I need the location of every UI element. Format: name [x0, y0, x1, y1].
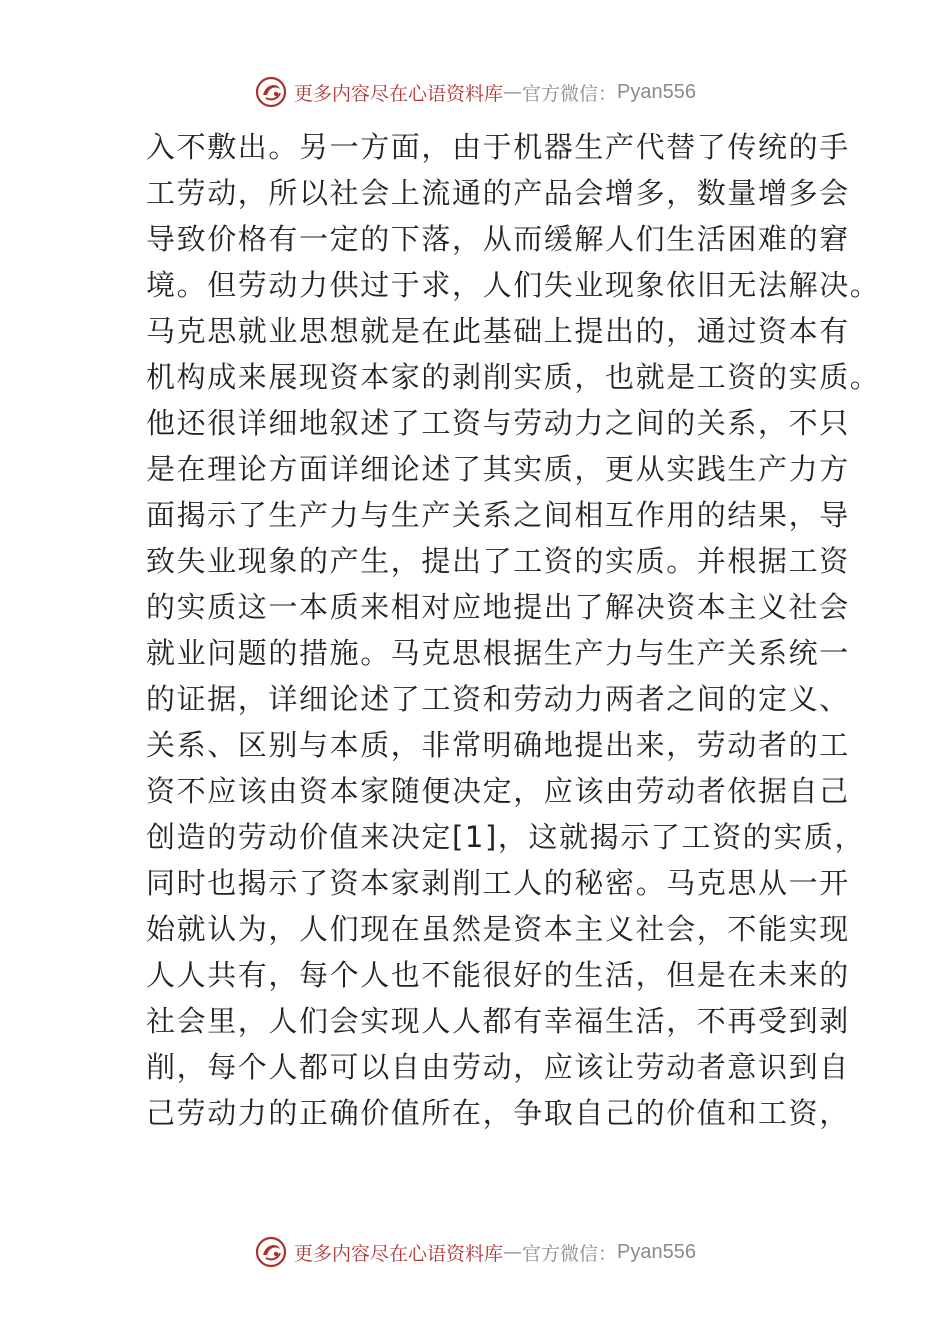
body-line: 境。但劳动力供过于求，人们失业现象依旧无法解决。 [146, 268, 881, 302]
body-line: 就业问题的措施。马克思根据生产力与生产关系统一 [146, 636, 850, 670]
body-line: 的实质这一本质来相对应地提出了解决资本主义社会 [146, 590, 850, 624]
body-line: 他还很详细地叙述了工资与劳动力之间的关系，不只 [146, 406, 850, 440]
swirl-logo-icon [254, 75, 288, 109]
banner-separator: — [503, 81, 523, 103]
body-line: 人人共有，每个人也不能很好的生活，但是在未来的 [146, 958, 850, 992]
body-line: 始就认为，人们现在虽然是资本主义社会，不能实现 [146, 912, 850, 946]
body-line: 致失业现象的产生，提出了工资的实质。并根据工资 [146, 544, 850, 578]
body-line: 面揭示了生产力与生产关系之间相互作用的结果，导 [146, 498, 850, 532]
body-line: 的证据，详细论述了工资和劳动力两者之间的定义、 [146, 682, 850, 716]
body-line: 导致价格有一定的下落，从而缓解人们生活困难的窘 [146, 222, 850, 256]
body-line: 关系、区别与本质，非常明确地提出来，劳动者的工 [146, 728, 850, 762]
banner-main-text: 更多内容尽在心语资料库 [294, 82, 504, 105]
footer-banner [0, 1232, 950, 1272]
body-line: 资不应该由资本家随便决定，应该由劳动者依据自己 [146, 774, 850, 808]
body-line: 同时也揭示了资本家剥削工人的秘密。马克思从一开 [146, 866, 850, 900]
body-text [146, 124, 881, 1136]
body-line: 削，每个人都可以自由劳动，应该让劳动者意识到自 [146, 1050, 850, 1084]
body-line: 马克思就业思想就是在此基础上提出的，通过资本有 [146, 314, 850, 348]
body-line: 机构成来展现资本家的剥削实质，也就是工资的实质。 [146, 360, 881, 394]
body-line: 入不敷出。另一方面，由于机器生产代替了传统的手 [146, 130, 850, 164]
body-line: 社会里，人们会实现人人都有幸福生活，不再受到剥 [146, 1004, 850, 1038]
footer-separator: — [503, 1241, 523, 1263]
body-line: 己劳动力的正确价值所在，争取自己的价值和工资， [146, 1096, 850, 1130]
banner-wechat-label: 官方微信： [522, 82, 618, 105]
body-line: 工劳动，所以社会上流通的产品会增多，数量增多会 [146, 176, 850, 210]
banner-wechat-id: Pyan556 [617, 80, 696, 103]
body-line: 是在理论方面详细论述了其实质，更从实践生产力方 [146, 452, 850, 486]
footer-wechat-label: 官方微信： [522, 1242, 618, 1265]
header-banner [0, 72, 950, 112]
swirl-logo-icon [254, 1235, 288, 1269]
footer-wechat-id: Pyan556 [617, 1240, 696, 1263]
body-line: 创造的劳动价值来决定[1]，这就揭示了工资的实质， [146, 820, 866, 854]
footer-main-text: 更多内容尽在心语资料库 [294, 1242, 504, 1265]
